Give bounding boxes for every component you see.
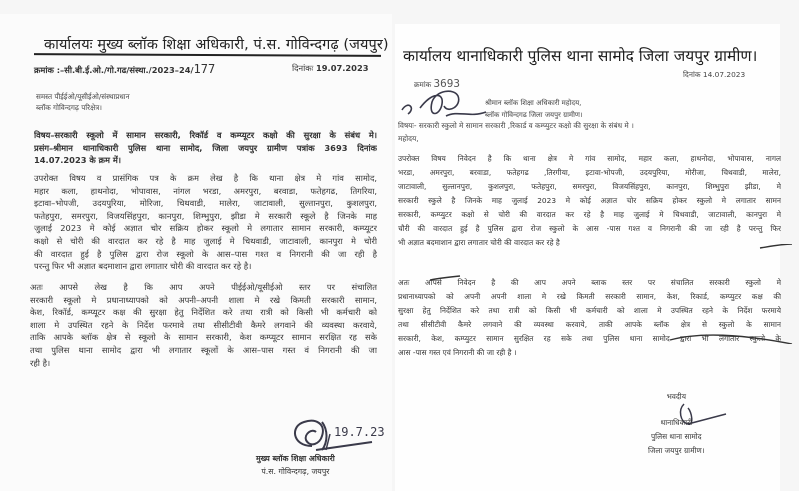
right-ref-number-handwritten: 3693	[433, 77, 460, 90]
signatory-district: जिला जयपुर ग्रामीण।	[648, 446, 705, 455]
recipient-line: ब्लॉक गोविन्दगढ़ परिक्षेत्र।	[36, 103, 102, 112]
left-signature-date: 19.7.23	[334, 425, 385, 439]
left-ref-number-handwritten: 177	[193, 62, 216, 76]
body-line: रही है।	[30, 357, 51, 368]
left-date-value: 19.07.2023	[316, 63, 369, 73]
left-letter-date	[292, 63, 369, 74]
body-line: सुरक्षा हेतु निर्देशित करे तथा रात्री को किसी भी कर्मचारी को शाला मे उपस्थित रहने के निर्देश फरमाये	[398, 306, 781, 315]
signatory-office: पं.स. गोविन्दगढ़, जयपुर	[261, 467, 330, 476]
body-line: उपरोक्त विषय व प्रासंगिक पत्र के क्रम लेख है कि थाना क्षेत्र मे गांव सामोद,	[34, 173, 377, 183]
received-stamp-scribble-icon	[398, 88, 493, 124]
body-line: भी अज्ञात बदमाशान द्वारा लगातार चोरी की वारदात कर रहे है	[398, 238, 560, 247]
body-line: कक्षो से चोरी की वारदात कर रहे है माह जुलाई मे चिथवाडी, जाटावाली, कानपुरा मे चोरी	[34, 235, 377, 246]
body-line: उपरोक्त विषय निवेदन है कि थाना क्षेत्र मे गांव सामोद, महार कला, हाथनोदा, भोपावास, नागल	[398, 154, 781, 163]
body-line: की वारदात हुई है पुलिस द्वारा रोज स्कूलो के आस–पास गश्त व निगरानी की जा रही है	[34, 248, 377, 259]
body-line: सरकारी स्कुले है जिनके माह जुलाई 2023 मे कोई अज्ञात चोर सक्रिय होकर स्कुलो मे लगातार सामन	[398, 196, 781, 205]
body-line: जाटावाली, सुल्तानपुरा, कुशलपुरा, फतेहपुरा, समरपुरा, विजयसिंहपुरा, कानपुरा, शिम्भुपुरा झीडा, मे	[398, 182, 781, 191]
body-line: प्रधानाध्यापको को अपनी अपनी शाला मे रखे किमती सरकारी सामान, केश, रिकार्ड, कम्प्युटर कक्ष की	[398, 292, 781, 301]
body-line: आस -पास गस्त एवं निगरानी की जा रही है ।	[398, 348, 517, 357]
right-letter-body-paragraph-1	[398, 152, 781, 250]
right-letter-body-paragraph-2	[398, 276, 781, 360]
body-line: अतः आपसे लेख है कि आप अपने पीईईओ/यूसीईओ स्तर पर संचालित	[30, 282, 377, 292]
body-line: सरकारी, केश, कम्प्युटर सामान सुरक्षित रह सके तथा पुलिस थाना सामोद द्वारा भी लगातार स्कुलो के	[398, 334, 781, 343]
body-line: तथा पुलिस थाना सामोद द्वारा भी लगातार स्कूलों के आस–पास गस्त वं निगरानी की जा	[30, 344, 377, 355]
right-letter-greeting: महोदय,	[398, 134, 419, 143]
body-line: चौरी की वारदात हुई है पुलिस द्वारा रोज स्कुलो के आस -पास गश्त व निगरानी की जा रही है परन्तु फिर	[398, 224, 781, 233]
body-line: परन्तु फिर भी अज्ञात बदमाशान द्वारा लगातार चोरी की वारदात कर रहे है।	[34, 261, 252, 272]
body-line: अतः आपसे निवेदन है की आप अपने ब्लाक स्तर पर संचालित सरकारी स्कुलो मे	[398, 278, 781, 287]
left-letter-body-paragraph-1	[34, 172, 377, 273]
body-line: महार कला, हाथनोदा, भोपावास, नांगल भरडा, अमरपुरा, बरवाडा, फतेहगढ, तिगरिया,	[34, 185, 377, 196]
signatory-designation: मुख्य ब्लॉक शिक्षा अधिकारी	[256, 454, 335, 463]
right-letter-subject: विषयः- सरकारी स्कुलो मे सामान सरकारी ,रिकार्ड व कम्प्युटर कक्षो की सुरक्षा के संबंध मे ।	[398, 121, 634, 130]
recipient-line: ब्लॉक गोविन्दगढ जिला जयपुर ग्रामीण।	[485, 111, 583, 119]
subject-line: विषय–सरकारी स्कूलो में सामान सरकारी, रिकॉर्ड व कम्प्यूटर कक्षो की सुरक्षा के संबंध मे।	[34, 130, 377, 140]
body-line: सरकारी, कम्प्युटर कक्षो से चोरी की वारदात कर रहे है माह जुलाई मे चिथवाडी, जाटावाली, कानपुरा मे	[398, 210, 781, 219]
body-line: फतेहपुरा, समरपुरा, विजयसिंहपुरा, कानपुरा, शिम्भुपुरा, झीडा मे सरकारी स्कूले है जिनके माह	[34, 210, 377, 221]
reference-line: प्रसंग–श्रीमान थानाधिकारी पुलिस थाना सामोद, जिला जयपुर ग्रामीण पत्रांक 3693 दिनांक	[34, 142, 377, 153]
left-letter-reference	[34, 62, 215, 76]
right-letter-recipient	[485, 97, 583, 121]
reference-line: 14.07.2023 के क्रम में।	[34, 155, 121, 166]
body-line: भरडा, अमरपुरा, बरवाडा, फतेहगढ ,तिरगीया, इटावा-भोपजी, उदयपुरिया, मोरीजा, चिथवाडी, मालेरा,	[398, 168, 781, 177]
left-ref-prefix: क्रमांक :–सी.बी.ई.ओ./गो.गढ/संस्था./2023–24/	[34, 65, 194, 75]
recipient-line: श्रीमान ब्लॉक शिक्षा अधिकारी महोदय,	[485, 99, 582, 107]
left-letter-subject	[34, 129, 377, 167]
body-line: केश, रिकॉर्ड, कम्प्यूटर कक्ष की सुरक्षा हेतु निर्देशित करे तथा रात्री को किसी भी कर्मचारी को	[30, 307, 377, 318]
body-line: शाला मे उपस्थित रहने के निर्देश फरमावे तथा सीसीटीवी कैमरे लगवाने की व्यवस्था करवाये,	[30, 319, 377, 330]
right-ref-label: क्रमांक	[414, 80, 432, 89]
signatory-office: पुलिस थाना सामोद	[650, 432, 702, 441]
body-line: सरकारी स्कूलो मे प्रधानाध्यापको को अपनी–अपनी शाला मे रखे किमती सरकारी सामान,	[30, 294, 377, 305]
signatory-designation: थानाधिकारी	[660, 418, 693, 427]
right-letter-date: दिनांक 14.07.2023	[683, 70, 746, 79]
closing-salutation: भवदीय	[666, 392, 686, 401]
left-date-label: दिनांकः	[292, 63, 314, 73]
left-letter-recipient	[36, 91, 336, 113]
body-line: जुलाई 2023 मे कोई अज्ञात चोर सक्रिय होकर स्कूलो मे लगातार सामान सरकारी, कम्प्यूटर	[34, 223, 377, 234]
body-line: इटावा–भोपजी, उदयपुरिया, मोरिजा, चिथवाडी, मालेरा, जाटावाली, सुल्तानपुरा, कुशलपुरा,	[34, 198, 377, 209]
body-line: तथा सीसीटीवी कैमरे लगवाने की व्यवस्था करवाये, ताकी आपके ब्लॉक क्षेत्र से स्कुलो के सामान	[398, 320, 781, 329]
left-letter-sign-block	[256, 452, 335, 478]
right-letter-title: कार्यालय थानाधिकारी पुलिस थाना सामोद जिला जयपुर ग्रामीण।	[403, 47, 758, 65]
recipient-line: समस्त पीईईओ/यूसीईओ/संस्थाप्रधान	[36, 92, 130, 101]
left-letter-title: कार्यालयः मुख्य ब्लॉक शिक्षा अधिकारी, पं.स. गोविन्दगढ़ (जयपुर)	[44, 37, 389, 53]
left-letter-body-paragraph-2	[30, 281, 377, 369]
body-line: ताकि आपके ब्लॉक क्षेत्र से स्कूलो के सामान सरकारी, केश कम्प्यूटर सामान सरक्षित रह सके	[30, 332, 377, 343]
right-letter-sign-block	[648, 390, 705, 458]
